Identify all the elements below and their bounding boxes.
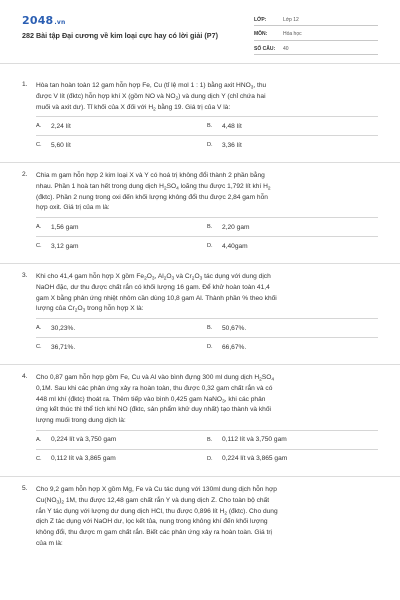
option-text: 2,20 gam bbox=[222, 223, 250, 231]
question-line: Cho 0,87 gam hỗn hợp gồm Fe, Cu và Al vào bình đựng 300 ml dung dịch $H_2SO_4$ bbox=[36, 374, 275, 383]
option-a[interactable] bbox=[36, 224, 207, 231]
question-line: gam X bằng phản ứng nhiệt nhôm cần dùng 10,8 gam Al. Thành phần % theo khối bbox=[36, 294, 277, 302]
option-c[interactable] bbox=[36, 455, 207, 462]
question-line: nhau. Phần 1 hoà tan hết trong dung dịch $H_2SO_4$ loãng thu được 1,792 lít khí $H_2$ bbox=[36, 182, 271, 192]
option-letter: B. bbox=[207, 325, 213, 332]
option-letter: B. bbox=[207, 123, 213, 130]
question-line: Khi cho 41,4 gam hỗn hợp X gồm $Fe_2O_3$, $Al_2O_3$ và $Cr_2O_3$ tác dụng với dung dịch bbox=[36, 273, 271, 282]
option-text: 3,12 gam bbox=[51, 242, 79, 250]
option-text: 0,112 lít và 3,750 gam bbox=[222, 436, 287, 444]
option-letter: C. bbox=[36, 344, 42, 351]
answer-options bbox=[36, 217, 378, 255]
option-text: 0,224 lít và 3,865 gam bbox=[222, 455, 288, 463]
option-letter: C. bbox=[36, 142, 42, 149]
option-d[interactable] bbox=[207, 455, 378, 462]
answer-options bbox=[36, 430, 378, 468]
site-logo[interactable] bbox=[22, 14, 65, 27]
meta-label: LỚP: bbox=[254, 16, 267, 23]
option-text: 5,60 lít bbox=[51, 141, 71, 149]
meta-row-class bbox=[254, 14, 378, 26]
option-b[interactable] bbox=[207, 123, 378, 130]
option-c[interactable] bbox=[36, 142, 207, 149]
option-text: 30,23%. bbox=[51, 324, 76, 332]
question bbox=[22, 272, 378, 356]
option-text: 0,224 lít và 3,750 gam bbox=[51, 436, 117, 444]
question-line: không đổi, thu được m gam chất rắn. Biết các phản ứng xảy ra hoàn toàn. Giá trị bbox=[36, 529, 273, 537]
option-text: 4,40gam bbox=[222, 242, 248, 250]
logo-sub: .vn bbox=[54, 19, 66, 26]
option-text: 66,67%. bbox=[222, 343, 247, 351]
question-number: 3. bbox=[22, 272, 28, 279]
option-letter: A. bbox=[36, 325, 42, 332]
question-text bbox=[36, 485, 378, 550]
document-title: 282 Bài tập Đại cương về kim loại cực hay có lời giải (P7) bbox=[22, 31, 218, 40]
question-line: NaOH đặc, dư thu được chất rắn có khối lượng 16 gam. Để khử hoàn toàn 41,4 bbox=[36, 283, 270, 291]
option-text: 2,24 lít bbox=[51, 122, 71, 130]
question bbox=[22, 81, 378, 154]
question-line: 448 ml khí (đktc) thoát ra. Thêm tiếp vào bình 0,425 gam NaNO$_3$, khi các phản bbox=[36, 395, 266, 405]
logo-main: 2048 bbox=[22, 14, 54, 27]
option-letter: C. bbox=[36, 455, 42, 462]
option-b[interactable] bbox=[207, 325, 378, 332]
question-line: Cho 9,2 gam hỗn hợp X gồm Mg, Fe và Cu tác dụng với 130ml dung dịch hỗn hợp bbox=[36, 486, 277, 493]
option-row bbox=[36, 217, 378, 236]
option-letter: D. bbox=[207, 142, 213, 149]
question-number: 1. bbox=[22, 81, 28, 88]
option-letter: D. bbox=[207, 455, 213, 462]
question-list bbox=[0, 64, 400, 600]
question bbox=[22, 373, 378, 468]
question-line: của m là: bbox=[36, 539, 63, 547]
question-divider bbox=[0, 364, 400, 365]
option-c[interactable] bbox=[36, 344, 207, 351]
option-text: 1,56 gam bbox=[51, 223, 79, 231]
question bbox=[22, 171, 378, 255]
question-line: ứng kết thúc thì thể tích khí NO (đktc, sản phẩm khử duy nhất) tạo thành và khối bbox=[36, 406, 271, 414]
question-text bbox=[36, 272, 378, 315]
meta-label: MÔN: bbox=[254, 31, 268, 37]
question-number: 2. bbox=[22, 171, 28, 178]
option-letter: D. bbox=[207, 243, 213, 250]
question-line: Chia m gam hỗn hợp 2 kim loại X và Y có hoá trị không đổi thành 2 phần bằng bbox=[36, 172, 265, 179]
option-letter: A. bbox=[36, 224, 42, 231]
answer-options bbox=[36, 318, 378, 356]
question-number: 4. bbox=[22, 373, 28, 380]
question-line: dịch Z tác dụng với NaOH dư, lọc kết tủa, nung trong không khí đến khối lượng bbox=[36, 518, 268, 526]
meta-value: Lớp 12 bbox=[283, 16, 299, 23]
option-row bbox=[36, 116, 378, 135]
question-line: hợp oxit. Giá trị của m là: bbox=[36, 204, 110, 212]
question-divider bbox=[0, 476, 400, 477]
question-line: (đktc). Phần 2 nung trong oxi đến khối lượng không đổi thu được 2,84 gam hỗn bbox=[36, 193, 268, 201]
question-line: Hòa tan hoàn toàn 12 gam hỗn hợp Fe, Cu (tỉ lệ mol 1 : 1) bằng axit $HNO_3$, thu bbox=[36, 82, 267, 91]
option-text: 0,112 lít và 3,865 gam bbox=[51, 455, 116, 463]
question-text bbox=[36, 171, 378, 214]
option-row bbox=[36, 236, 378, 255]
option-text: 36,71%. bbox=[51, 343, 76, 351]
option-text: 3,36 lít bbox=[222, 141, 242, 149]
question-line: được V lít (đktc) hỗn hợp khí X (gồm NO và $NO_2$) và dung dịch Y (chỉ chứa hai bbox=[36, 92, 266, 102]
option-row bbox=[36, 430, 378, 449]
option-d[interactable] bbox=[207, 243, 378, 250]
option-row bbox=[36, 449, 378, 468]
meta-label: SỐ CÂU: bbox=[254, 45, 276, 52]
option-row bbox=[36, 318, 378, 337]
answer-options bbox=[36, 116, 378, 154]
option-a[interactable] bbox=[36, 325, 207, 332]
option-row bbox=[36, 337, 378, 356]
question bbox=[22, 485, 378, 550]
question-divider bbox=[0, 263, 400, 264]
meta-value: 40 bbox=[283, 45, 289, 52]
question-line: muối và axit dư). Tỉ khối của X đối với $H_2$ bằng 19. Giá trị của V là: bbox=[36, 103, 231, 113]
option-text: 50,67%. bbox=[222, 324, 247, 332]
question-line: lượng của $Cr_2O_3$ trong hỗn hợp X là: bbox=[36, 305, 144, 314]
question-number: 5. bbox=[22, 485, 28, 492]
option-d[interactable] bbox=[207, 142, 378, 149]
question-line: lượng muối trong dung dịch là: bbox=[36, 417, 126, 425]
question-line: rắn Y tác dụng với lượng dư dung dịch HCl, thu được 0,896 lít $H_2$ (đktc). Cho dung bbox=[36, 507, 278, 517]
question-text bbox=[36, 81, 378, 113]
document-meta bbox=[254, 14, 378, 58]
option-text: 4,48 lít bbox=[222, 122, 242, 130]
question-line: 0,1M. Sau khi các phản ứng xảy ra hoàn toàn, thu được 0,32 gam chất rắn và có bbox=[36, 384, 273, 392]
option-b[interactable] bbox=[207, 436, 378, 443]
meta-row-subject bbox=[254, 29, 378, 41]
meta-value: Hóa học bbox=[283, 31, 302, 37]
document-header bbox=[0, 0, 400, 62]
option-letter: B. bbox=[207, 224, 213, 231]
question-line: $Cu(NO_3)_2$ 1M, thu được 12,48 gam chất rắn Y và dung dịch Z. Cho toàn bộ chất bbox=[36, 496, 270, 506]
option-a[interactable] bbox=[36, 436, 207, 443]
option-c[interactable] bbox=[36, 243, 207, 250]
option-b[interactable] bbox=[207, 224, 378, 231]
option-letter: D. bbox=[207, 344, 213, 351]
question-divider bbox=[0, 162, 400, 163]
option-letter: B. bbox=[207, 436, 213, 443]
option-a[interactable] bbox=[36, 123, 207, 130]
option-letter: A. bbox=[36, 436, 42, 443]
option-letter: A. bbox=[36, 123, 42, 130]
meta-row-count bbox=[254, 43, 378, 55]
option-row bbox=[36, 135, 378, 154]
question-text bbox=[36, 373, 378, 427]
option-d[interactable] bbox=[207, 344, 378, 351]
option-letter: C. bbox=[36, 243, 42, 250]
